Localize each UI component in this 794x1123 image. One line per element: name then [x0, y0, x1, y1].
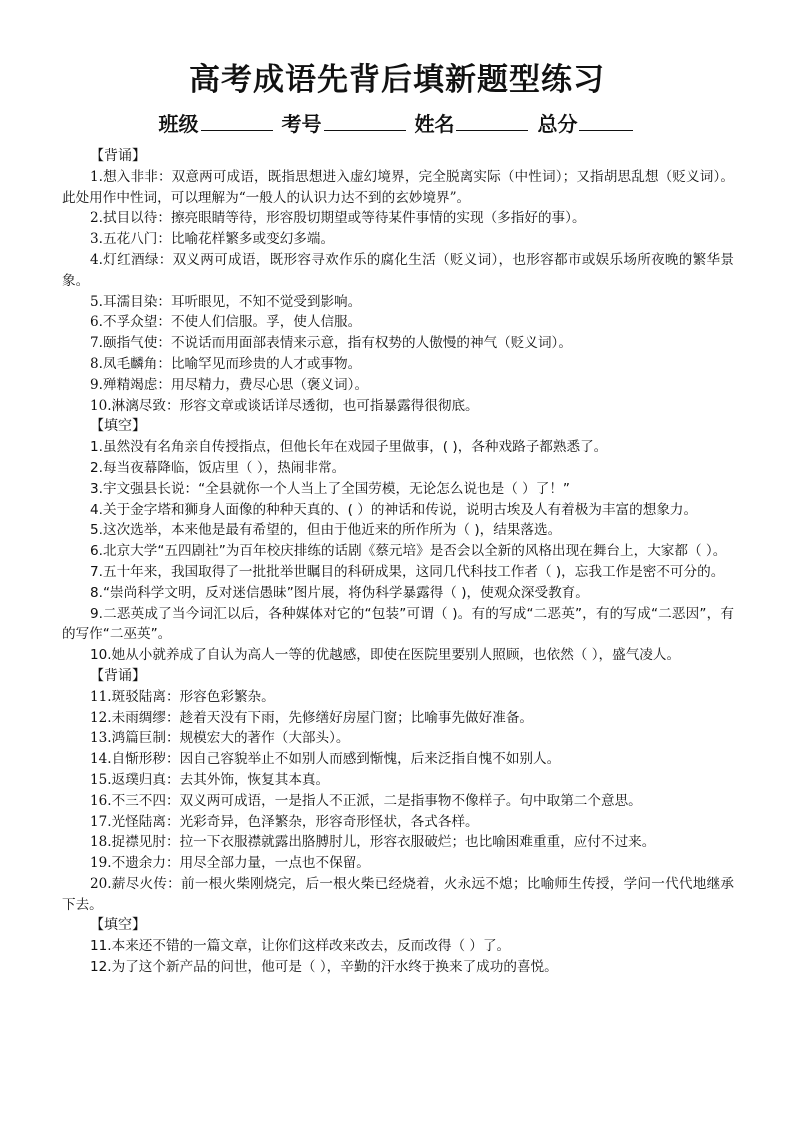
idiom-definition: 10.淋漓尽致：形容文章或谈话详尽透彻，也可指暴露得很彻底。: [90, 397, 479, 414]
class-label: 班级: [158, 112, 199, 136]
score-label: 总分: [537, 112, 578, 136]
fill-question: 9.二恶英成了当今词汇以后，各种媒体对它的“包装”可谓（ )。有的写成“二恶英”，有的写成“二恶因”，有的写作“二巫英”。: [62, 605, 734, 643]
fill-question: 3.宇文强县长说：“全县就你一个人当上了全国劳模，无论怎么说也是（ ）了！”: [90, 480, 570, 497]
fill-section: [62, 416, 734, 666]
fill-question: 5.这次选举，本来他是最有希望的，但由于他近来的所作所为（ )，结果落选。: [90, 522, 562, 539]
name-label: 姓名: [414, 112, 455, 136]
section-heading: 【背诵】: [90, 667, 146, 684]
recite-section: [62, 666, 734, 916]
fill-question: 10.她从小就养成了自认为高人一等的优越感，即使在医院里要别人照顾，也依然（ ），盛气凌人。: [90, 647, 681, 664]
fill-question: 12.为了这个新产品的问世，他可是（ ），辛勤的汗水终于换来了成功的喜悦。: [90, 959, 558, 976]
worksheet-content: [62, 146, 734, 978]
score-blank: [579, 110, 633, 131]
idiom-definition: 8.凤毛麟角：比喻罕见而珍贵的人才或事物。: [90, 355, 362, 372]
student-info-line: [0, 110, 794, 138]
fill-section: [62, 915, 734, 977]
idiom-definition: 17.光怪陆离：光彩奇异，色泽繁杂，形容奇形怪状，各式各样。: [90, 813, 479, 830]
idiom-definition: 12.未雨绸缪：趁着天没有下雨，先修缮好房屋门窗；比喻事先做好准备。: [90, 709, 534, 726]
idiom-definition: 20.薪尽火传：前一根火柴刚烧完，后一根火柴已经烧着，火永远不熄；比喻师生传授，学问一代代地继承下去。: [62, 875, 734, 913]
idiom-definition: 7.颐指气使：不说话而用面部表情来示意，指有权势的人傲慢的神气（贬义词）。: [90, 335, 572, 352]
idiom-definition: 5.耳濡目染：耳听眼见，不知不觉受到影响。: [90, 293, 362, 310]
fill-question: 6.北京大学“五四剧社”为百年校庆排练的话剧《蔡元培》是否会以全新的风格出现在舞台上，大家都（ ）。: [90, 543, 727, 560]
fill-question: 4.关于金字塔和狮身人面像的种种天真的、( ）的神话和传说，说明古埃及人有着极为丰富的想象力。: [90, 501, 698, 518]
name-blank: [456, 110, 528, 131]
idiom-definition: 18.捉襟见肘：拉一下衣服襟就露出胳膊肘儿，形容衣服破烂；也比喻困难重重，应付不过来。: [90, 834, 656, 851]
section-heading: 【填空】: [90, 917, 146, 934]
idiom-definition: 2.拭目以待：擦亮眼睛等待，形容殷切期望或等待某件事情的实现（多指好的事）。: [90, 210, 586, 227]
page-title: 高考成语先背后填新题型练习: [189, 62, 605, 98]
class-blank: [201, 110, 273, 131]
fill-question: 1.虽然没有名角亲自传授指点，但他长年在戏园子里做事，( )，各种戏路子都熟悉了。: [90, 439, 608, 456]
idiom-definition: 4.灯红酒绿：双义两可成语，既形容寻欢作乐的腐化生活（贬义词），也形容都市或娱乐场所夜晚的繁华景象。: [62, 251, 734, 289]
idiom-definition: 15.返璞归真：去其外饰，恢复其本真。: [90, 771, 330, 788]
exam-no-label: 考号: [281, 112, 322, 136]
exam-no-blank: [324, 110, 406, 131]
fill-question: 8.“崇尚科学文明，反对迷信愚昧”图片展，将伪科学暴露得（ )，使观众深受教育。: [90, 584, 589, 601]
idiom-definition: 16.不三不四：双义两可成语，一是指人不正派，二是指事物不像样子。句中取第二个意思。: [90, 792, 642, 809]
section-heading: 【填空】: [90, 418, 146, 435]
section-heading: 【背诵】: [90, 148, 146, 164]
idiom-definition: 1.想入非非：双意两可成语，既指思想进入虚幻境界，完全脱离实际（中性词）；又指胡思乱想（贬义词）。此处用作中性词，可以理解为“一般人的认识力达不到的玄妙境界”。: [62, 168, 734, 206]
fill-question: 7.五十年来，我国取得了一批批举世瞩目的科研成果，这同几代科技工作者（ )，忘我工作是密不可分的。: [90, 563, 725, 580]
idiom-definition: 6.不孚众望：不使人们信服。孚，使人信服。: [90, 314, 362, 331]
idiom-definition: 11.斑驳陆离：形容色彩繁杂。: [90, 688, 275, 705]
fill-question: 11.本来还不错的一篇文章，让你们这样改来改去，反而改得（ ）了。: [90, 938, 511, 955]
recite-section: [62, 146, 734, 416]
idiom-definition: 3.五花八门：比喻花样繁多或变幻多端。: [90, 231, 335, 248]
idiom-definition: 9.殚精竭虑：用尽精力，费尽心思（褒义词）。: [90, 376, 369, 393]
idiom-definition: 13.鸿篇巨制：规模宏大的著作（大部头）。: [90, 730, 350, 747]
idiom-definition: 19.不遗余力：用尽全部力量，一点也不保留。: [90, 855, 370, 872]
fill-question: 2.每当夜幕降临，饭店里（ ），热闹非常。: [90, 459, 346, 476]
idiom-definition: 14.自惭形秽：因自己容貌举止不如别人而感到惭愧，后来泛指自愧不如别人。: [90, 751, 561, 768]
